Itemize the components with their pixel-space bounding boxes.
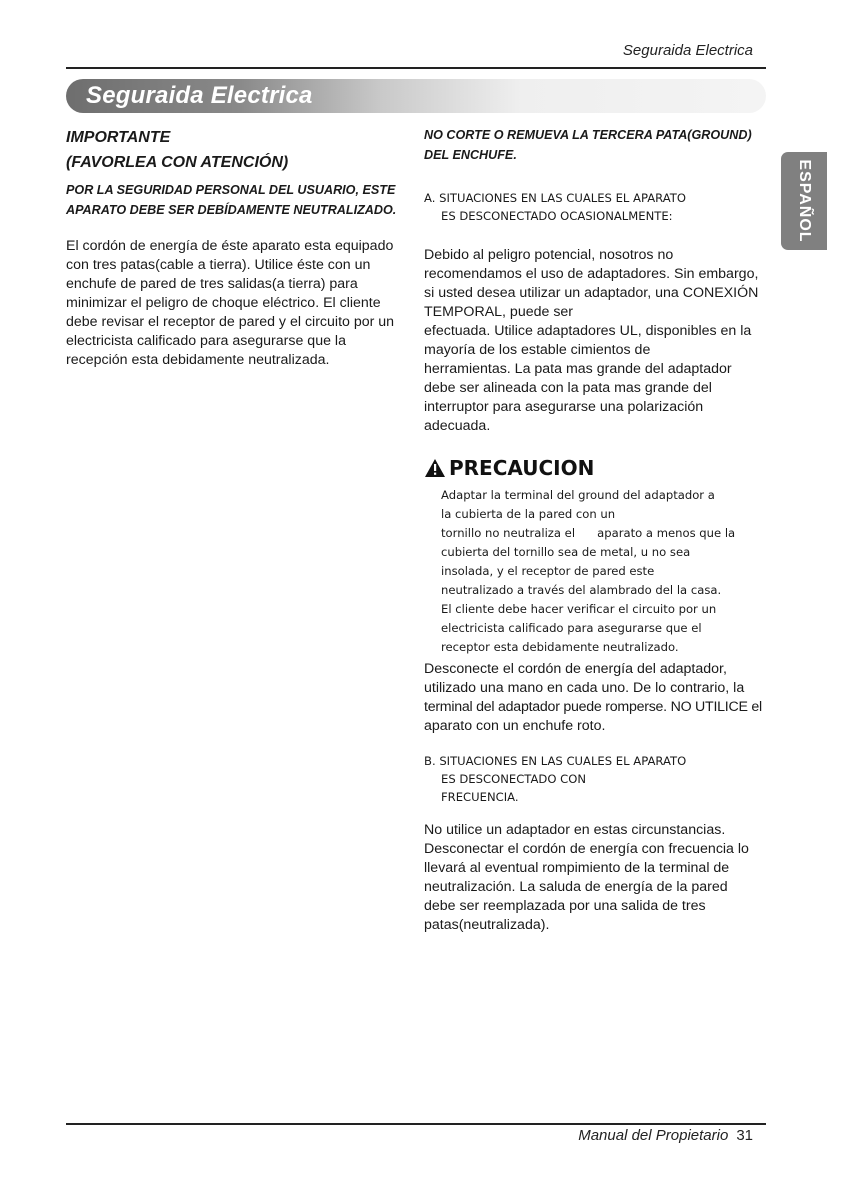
caution-line: El cliente debe hacer verificar el circuito por un <box>441 602 717 616</box>
paragraph-line: efectuada. Utilice adaptadores UL, disponibles en la <box>424 323 752 339</box>
caution-line: cubierta del tornillo sea de metal, u no sea <box>441 545 691 559</box>
paragraph-line: enchufe de pared de tres salidas(a tierra) para <box>66 276 358 292</box>
caution-line: neutralizado a través del alambrado del la casa. <box>441 583 722 597</box>
language-tab-label: ESPAÑOL <box>796 159 813 243</box>
caution-line: Adaptar la terminal del ground del adaptador a <box>441 488 715 502</box>
section-b-line: B. SITUACIONES EN LAS CUALES EL APARATO <box>424 754 687 768</box>
section-a-line: ES DESCONECTADO OCASIONALMENTE: <box>441 209 673 223</box>
paragraph-line: debe ser alineada con la pata mas grande del <box>424 380 712 396</box>
section-a-paragraph <box>424 246 768 436</box>
safety-line: POR LA SEGURIDAD PERSONAL DEL USUARIO, ESTE <box>66 183 396 197</box>
paragraph-line: Desconectar el cordón de energía con frecuencia lo <box>424 841 749 857</box>
running-header: Seguraida Electrica <box>622 42 753 59</box>
section-a-line: A. SITUACIONES EN LAS CUALES EL APARATO <box>424 191 686 205</box>
footer <box>578 1127 753 1144</box>
caution-line: receptor esta debidamente neutralizado. <box>441 640 679 654</box>
page-number: 31 <box>736 1127 753 1144</box>
ground-warning <box>424 125 768 165</box>
paragraph-line: si usted desea utilizar un adaptador, una CONEXIÓN <box>424 285 759 301</box>
section-b-line: ES DESCONECTADO CON <box>441 772 587 786</box>
paragraph-line: llevará al eventual rompimiento de la terminal de <box>424 860 730 876</box>
paragraph-line: aparato con un enchufe roto. <box>424 718 606 734</box>
language-tab <box>781 152 827 250</box>
section-b-line: FRECUENCIA. <box>441 790 519 804</box>
caution-line: electricista calificado para asegurarse que el <box>441 621 702 635</box>
paragraph-line: terminal del adaptador puede romperse. NO UTILICE el <box>424 699 762 715</box>
paragraph-line: No utilice un adaptador en estas circunstancias. <box>424 822 726 838</box>
paragraph-line: con tres patas(cable a tierra). Utilice éste con un <box>66 257 371 273</box>
paragraph-line: recomendamos el uso de adaptadores. Sin embargo, <box>424 266 759 282</box>
paragraph-line: neutralización. La saluda de energía de la pared <box>424 879 728 895</box>
section-b-heading <box>424 752 768 806</box>
warning-line: NO CORTE O REMUEVA LA TERCERA PATA(GROUND) <box>424 128 752 142</box>
caution-line: insolada, y el receptor de pared este <box>441 564 655 578</box>
footer-rule <box>66 1123 766 1125</box>
important-heading: IMPORTANTE <box>66 129 171 146</box>
paragraph-line: interruptor para asegurarse una polarización <box>424 399 704 415</box>
section-a-heading <box>424 189 768 225</box>
paragraph-line: TEMPORAL, puede ser <box>424 304 574 320</box>
paragraph-line: minimizar el peligro de choque eléctrico. El cliente <box>66 295 381 311</box>
safety-notice <box>66 180 401 220</box>
paragraph-line: Desconecte el cordón de energía del adaptador, <box>424 661 727 677</box>
paragraph-line: electricista calificado para asegurarse que la <box>66 333 346 349</box>
adapter-paragraph <box>424 660 768 736</box>
paragraph-line: mayoría de los estable cimientos de <box>424 342 651 358</box>
caution-text <box>441 486 771 657</box>
paragraph-line: debe revisar el receptor de pared y el circuito por un <box>66 314 395 330</box>
footer-title: Manual del Propietario <box>578 1127 729 1144</box>
caution-heading <box>424 456 594 480</box>
safety-line: APARATO DEBE SER DEBÍDAMENTE NEUTRALIZADO. <box>66 203 397 217</box>
warning-line: DEL ENCHUFE. <box>424 148 517 162</box>
paragraph-line: Debido al peligro potencial, nosotros no <box>424 247 674 263</box>
paragraph-line: herramientas. La pata mas grande del adaptador <box>424 361 732 377</box>
important-subheading: (FAVORLEA CON ATENCIÓN) <box>66 154 289 171</box>
paragraph-line: patas(neutralizada). <box>424 917 550 933</box>
warning-triangle-icon <box>424 458 446 478</box>
section-title: Seguraida Electrica <box>86 82 313 109</box>
caution-line: tornillo no neutraliza el aparato a menos que la <box>441 526 736 540</box>
paragraph-line: El cordón de energía de éste aparato esta equipado <box>66 238 394 254</box>
paragraph-line: adecuada. <box>424 418 491 434</box>
paragraph-line: debe ser reemplazada por una salida de tres <box>424 898 706 914</box>
grounding-paragraph <box>66 237 401 370</box>
paragraph-line: recepción esta debidamente neutralizada. <box>66 352 330 368</box>
paragraph-line: utilizado una mano en cada uno. De lo contrario, la <box>424 680 745 696</box>
caution-line: la cubierta de la pared con un <box>441 507 616 521</box>
section-b-paragraph <box>424 821 768 935</box>
caution-title: PRECAUCION <box>449 456 595 480</box>
header-rule <box>66 67 766 69</box>
